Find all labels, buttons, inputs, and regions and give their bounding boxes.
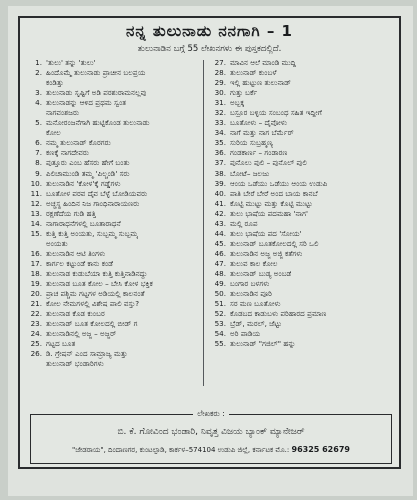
- item-title: ಕಂಡಿತ್ತು: [46, 78, 64, 88]
- item-number: 20.: [30, 289, 42, 299]
- item-title: ತುಲುನಾಡ್ ಬುಡ್ಯ ಅಂಬಡೆ: [230, 268, 292, 278]
- page-title: ನನ್ನ ತುಲುನಾಡು ನನಗಾಗಿ – 1: [126, 22, 293, 40]
- list-item: [26, 349, 202, 359]
- item-number: 7.: [35, 148, 42, 158]
- item-number: 10.: [30, 178, 42, 188]
- item-number: 28.: [214, 68, 226, 78]
- item-title: ತುಲುನಾಡಿನ ಅಜ್ಜ ಅಜ್ಜಿ ಕತೆಗಳು: [230, 248, 303, 258]
- item-title: ಮನೋರಂಜನೆಗಾಗಿ ಹುಟ್ಟಿಕೊಂಡ ತುಲುನಾಡು: [46, 118, 150, 128]
- item-title: ನಾಗಾರಾಧನೆಗಳಲ್ಲಿ ಬೂತಾರಾಧನೆ: [46, 218, 121, 228]
- item-number: 25.: [30, 339, 42, 349]
- list-item: [26, 289, 202, 299]
- list-item: [210, 199, 396, 209]
- item-title: ತುಲುನಾಡಿನ 'ಕೋಳ'ಕ್ಕೆ ಗಡ್ಡೆಗಳು: [46, 178, 121, 188]
- list-item: [26, 189, 202, 199]
- item-number: 16.: [30, 248, 42, 258]
- item-number: 5.: [35, 118, 42, 128]
- item-title: ಪಾತಿ ಬೇರೆ ಬೇರೆ ಅಂದ ಬಾಯ ಕಾನಬೆ: [230, 188, 318, 198]
- list-item: [26, 78, 202, 88]
- item-number: 45.: [214, 238, 226, 248]
- list-item: [210, 239, 396, 249]
- item-title: ತುಲು ಭಾಷೆಯ ಪದ 'ಸೋಯ': [230, 228, 302, 238]
- list-item: [210, 78, 396, 88]
- item-number: 31.: [214, 98, 226, 108]
- item-number: 22.: [30, 309, 42, 319]
- item-number: 34.: [214, 128, 226, 138]
- list-item: [26, 219, 202, 229]
- list-item: [210, 179, 396, 189]
- list-item: [26, 199, 202, 209]
- list-item: [26, 299, 202, 309]
- item-title: ಕೋಲ ನೇಮಗಳಲ್ಲಿ ವಿಶೇಷ ಪಾಲಿ ವಸ್ತು?: [46, 299, 140, 309]
- item-title: ಅರಿ ಪಾಡಿಯ: [230, 329, 261, 339]
- list-item: [26, 158, 202, 168]
- item-title: ಮಾವಿನ ಆಲೆ ಮಾಂಡಿ ಮುದ್ದಿ: [230, 58, 297, 67]
- list-item: [210, 108, 396, 118]
- item-number: 43.: [214, 218, 226, 228]
- item-title: ನಾಗವಂಶಜರು: [46, 108, 80, 118]
- item-number: 19.: [30, 279, 42, 289]
- list-item: [210, 138, 396, 148]
- author-box: [30, 409, 392, 464]
- list-item: [210, 339, 396, 349]
- book-page: [8, 6, 413, 496]
- item-number: 35.: [214, 138, 226, 148]
- list-item: [210, 169, 396, 179]
- author-label: ಲೇಖಕರು :: [31, 409, 391, 419]
- item-number: 36.: [214, 148, 226, 158]
- list-item: [26, 329, 202, 339]
- item-number: 3.: [35, 88, 42, 98]
- item-title: ತುಲುನಾಡ್ "ಗಜಿಲ್" ಹನ್ನು: [230, 339, 296, 349]
- item-title: ತುಲುನಾಡ ಕೊಡ ಕುಂಬರ: [46, 309, 105, 319]
- item-number: 55.: [214, 339, 226, 349]
- contents-left-column: [26, 58, 202, 369]
- item-number: 11.: [30, 188, 42, 198]
- list-item: [210, 118, 396, 128]
- list-item: [210, 148, 396, 158]
- item-title: ಕುತ್ತಿ ಕುತ್ತಿ ಅಂಯತು, ಸುಬ್ಬಮ್ಮ ಸುಬ್ಬಮ್ಮ: [46, 228, 139, 238]
- item-number: 21.: [30, 299, 42, 309]
- list-item: [210, 299, 396, 309]
- item-title: ಅಂಯತು: [46, 238, 68, 248]
- item-title: ತುಲುನಾಡು ಸೃಷ್ಟಿಗೆ ಅಡಿ ಪರಶುರಾಮನಲ್ಲವು: [46, 88, 147, 98]
- item-title: ತುಲುನಾಡ ಬೂತ ಕೋಲ – ಬೇಸಿ ಕೋಳ ಭಕ್ತಿಕ: [46, 279, 153, 289]
- list-item: [210, 88, 396, 98]
- author-address: [31, 445, 391, 455]
- item-title: ತುಲುನಾಡ್ ಕುಂಬಳೆ: [230, 68, 277, 78]
- item-title: ತುಲುನಾಡ ಕುಡುಬೆಯಾ ಕುತ್ತಿ ಕುತ್ತಿನಾಡಿನದ್ದು: [46, 268, 148, 278]
- item-number: 24.: [30, 329, 42, 339]
- list-item: [26, 249, 202, 259]
- list-item: [26, 239, 202, 249]
- list-item: [210, 269, 396, 279]
- item-number: 27.: [214, 58, 226, 67]
- item-title: ಬೂತೋಳ ಪರವ ದೈವ ಬೆಳ್ಳೆ ಬೋಡಿಯವರು: [46, 188, 148, 198]
- item-title: ರಕ್ಷಣೆದೆಯ ಗುಡಿ ಹತ್ತಿ: [46, 208, 97, 218]
- item-number: 12.: [30, 198, 42, 208]
- list-item: [26, 108, 202, 118]
- item-title: 'ತುಲು' ತನ್ನು 'ತುಲು': [46, 58, 96, 67]
- list-item: [210, 259, 396, 269]
- item-title: ನಾಗೆ ಮತ್ತು ನಾಗ ಬೆರ್ಮೆರ್: [230, 128, 294, 138]
- item-title: ಕಾರ್ಗಲ ಕಟ್ಟುಂಡೆ ಕಾನು ಕಂಡೆ: [46, 258, 114, 268]
- item-title: ನಮ್ಮ ತುಲುನಾಡ್ ಕೊರಗರು: [46, 138, 111, 148]
- column-divider: [203, 60, 204, 386]
- item-number: 18.: [30, 268, 42, 278]
- item-title: ಹಿಂದೊಮ್ಮೆ ತುಲುನಾಡು ಪ್ರಾಚೀನ ಬಲಪ್ರಯ: [46, 68, 146, 78]
- item-title: ಬೂತೋಳು – ದೈವೋಳು: [230, 118, 287, 128]
- list-item: [26, 269, 202, 279]
- item-title: ಕೊಡಬದ ಕಾಡುಬಳು ಪರಿಹಾರದ ಪ್ರಮಾಣ: [230, 309, 327, 319]
- list-item: [210, 68, 396, 78]
- list-item: [210, 279, 396, 289]
- list-item: [210, 128, 396, 138]
- item-title: ತುಲುನಾಡಿನಲ್ಲಿ ಅಜ್ಜ – ಅಜ್ಜರ್: [46, 329, 117, 339]
- list-item: [26, 339, 202, 349]
- item-title: ಪ್ರಾಚ ಪಶ್ಚಿಮ ಗಟ್ಟಗಳ ಅಡಿಯಲ್ಲಿ ಕಾಲನಂತೆ: [46, 289, 145, 299]
- list-item: [210, 209, 396, 219]
- item-title: ಗಂಡಕಾರ್ಣ – ಗಂಡಾರಣ: [230, 148, 288, 158]
- list-item: [210, 249, 396, 259]
- list-item: [26, 128, 202, 138]
- item-number: 32.: [214, 108, 226, 118]
- list-item: [26, 88, 202, 98]
- list-item: [26, 148, 202, 158]
- item-title: ಗುತ್ತು ಬರ್ಕೆ: [230, 88, 258, 98]
- item-title: ಪಿಲಿಚಾಮುಂಡಿ ತಮ್ಮ 'ಪಿಲ್ಚಂಡಿ' ಸರು: [46, 168, 130, 178]
- item-number: 6.: [35, 138, 42, 148]
- list-item: [26, 58, 202, 68]
- item-number: 37.: [214, 158, 226, 168]
- item-title: ಕಣಕ್ಕೆ ನಾಗದೇವರು: [46, 148, 89, 158]
- list-item: [210, 329, 396, 339]
- item-title: ತುಲು ಭಾಷೆಯ ಪದಮಹಾ 'ನಾಗ': [230, 208, 308, 218]
- item-number: 48.: [214, 268, 226, 278]
- contents-frame: [18, 16, 401, 469]
- list-item: [210, 229, 396, 239]
- list-item: [210, 58, 396, 68]
- item-title: ಸರ ಮಣ ಬೂತೋಳು: [230, 299, 281, 309]
- contents-right-column: [210, 58, 396, 349]
- item-number: 8.: [35, 158, 42, 168]
- item-number: 14.: [30, 218, 42, 228]
- item-number: 30.: [214, 88, 226, 98]
- item-number: 49.: [214, 279, 226, 289]
- list-item: [26, 118, 202, 128]
- item-number: 54.: [214, 329, 226, 339]
- item-number: 4.: [35, 98, 42, 108]
- list-item: [26, 319, 202, 329]
- list-item: [26, 68, 202, 78]
- item-title: ತುಲುನಾಡ್ ಬೂತಕೋಲದಲ್ಲಿ ಸರಿ ಒಲಿ: [230, 238, 319, 248]
- item-number: 53.: [214, 319, 226, 329]
- item-number: 47.: [214, 258, 226, 268]
- item-title: ತುಲುವ ಕಾಲ ಕೋಲ: [230, 258, 278, 268]
- list-item: [26, 138, 202, 148]
- item-number: 23.: [30, 319, 42, 329]
- item-title: ಬಸ್ರೂರ ಬಳ್ಳಿಯ ಸಂಬಂಧ ಸಹಿತ ಇದ್ದೀಗೆ: [230, 108, 322, 118]
- item-number: 13.: [30, 208, 42, 218]
- item-number: 9.: [35, 168, 42, 178]
- item-title: ತುಲುನಾಡ್ ಬೂತ ಕೋಲದಲ್ಲಿ ಬೀಡ್ ಗ: [46, 319, 138, 329]
- item-title: ಕೋಲ: [46, 128, 61, 138]
- item-number: 26.: [30, 349, 42, 359]
- item-title: ಇಲ್ಲಿ ಹುಟ್ಟುಣ ತುಲುನಾಡ್: [230, 78, 292, 88]
- item-number: 2.: [35, 68, 42, 78]
- item-title: ತುಲುನಾಡನ್ನು ಆಳಿದ ಪ್ರಥಮ ಸ್ವಂತ: [46, 98, 127, 108]
- item-number: 38.: [214, 168, 226, 178]
- item-title: ಮಲ್ಲಿ ರೂಪ: [230, 218, 258, 228]
- list-item: [26, 309, 202, 319]
- item-number: 39.: [214, 178, 226, 188]
- item-title: ತುಲುನಾಡ್ ಭಂಡಾರಿಗಳು: [46, 359, 104, 369]
- list-item: [26, 98, 202, 108]
- item-title: ಡಿ. ಗ್ರೇಷನ್ ಎಂದ ಸಾಮ್ರಾಜ್ಯ ಮತ್ತು: [46, 349, 128, 359]
- item-title: ಕೊಟ್ಟಿ ಮುಟ್ಟು ಮತ್ತು ಕೊಟ್ಟಿ ಮುಟ್ಟು: [230, 198, 313, 208]
- item-title: ಅಚ್ಚಸ್ಥ ಹಿಂದಿನ ನಿಜ ಗಾಂಧಿನಾರಾಯಣರು: [46, 198, 140, 208]
- item-title: ಬೋಟೆ– ಜಲಜು: [230, 168, 270, 178]
- list-item: [26, 169, 202, 179]
- item-number: 52.: [214, 309, 226, 319]
- list-item: [210, 219, 396, 229]
- item-title: ತುಲುನಾಡಿನ ಪೂರಿ: [230, 289, 272, 299]
- item-title: ಅಬ್ಬಕ್ಕ: [230, 98, 245, 108]
- list-item: [210, 319, 396, 329]
- item-number: 33.: [214, 118, 226, 128]
- item-number: 29.: [214, 78, 226, 88]
- item-number: 46.: [214, 248, 226, 258]
- item-title: ಗಟ್ಟದ ಬೂತ: [46, 339, 76, 349]
- item-number: 15.: [30, 228, 42, 238]
- list-item: [26, 359, 202, 369]
- item-title: ಪುನೊಲು ಪುಲಿ – ಪುನೊಲ್ ಪುಲಿ: [230, 158, 307, 168]
- author-address-text: "ಜೇಡರಾಯ", ದಿಂದಾಣಗರ, ಕುಂಟಲ್ಪಾಡಿ, ಕಾರ್ಕಳ–574104 ಉಡುಪಿ ಜಿಲ್ಲೆ, ಕರ್ನಾಟಕ ಮೊ.:: [72, 446, 292, 454]
- list-item: [26, 229, 202, 239]
- item-title: ಸುರಿಯ ಸುಬ್ರಹ್ಮಣ್ಯ: [230, 138, 274, 148]
- list-item: [26, 209, 202, 219]
- item-title: ತುಲುನಾಡಿನ ಆಟಿ ತಿಂಗಳು: [46, 248, 106, 258]
- page-subtitle: ತುಲುನಾಡಿನ ಬಗ್ಗೆ 55 ಲೇಖನಗಳು ಈ ಪುಸ್ತಕದಲ್ಲಿದೆ.: [137, 44, 282, 54]
- item-title: ಪುತ್ತೂರು ಎಂಬ ಹೆಸರು ಹೇಗೆ ಬಂತು: [46, 158, 130, 168]
- item-number: 41.: [214, 198, 226, 208]
- author-phone: 96325 62679: [291, 445, 350, 454]
- item-number: 44.: [214, 228, 226, 238]
- item-title: ಬ್ರೆಡ್, ಮರಲ್, ಜೆಟ್ಟು: [230, 319, 282, 329]
- list-item: [210, 289, 396, 299]
- item-number: 1.: [35, 58, 42, 67]
- item-number: 42.: [214, 208, 226, 218]
- list-item: [26, 279, 202, 289]
- author-name: ಬಿ. ಕೆ. ಗೋವಿಂದ ಭಂಡಾರಿ, ನಿವೃತ್ತ ವಿಜಯ ಬ್ಯಾಂಕ್ ಮ್ಯಾನೇಜರ್: [117, 427, 305, 437]
- list-item: [210, 158, 396, 168]
- item-title: ಬಂಗಾರ ಬಳಗಳು: [230, 279, 270, 289]
- item-number: 40.: [214, 188, 226, 198]
- item-title: ಆಂಯ ಒಡೆಯು ಒಡೆಯು ಆಂಯ ಉಡುಪಿ: [230, 178, 328, 188]
- item-number: 51.: [214, 299, 226, 309]
- list-item: [210, 309, 396, 319]
- list-item: [26, 179, 202, 189]
- item-number: 50.: [214, 289, 226, 299]
- list-item: [210, 189, 396, 199]
- list-item: [210, 98, 396, 108]
- list-item: [26, 259, 202, 269]
- item-number: 17.: [30, 258, 42, 268]
